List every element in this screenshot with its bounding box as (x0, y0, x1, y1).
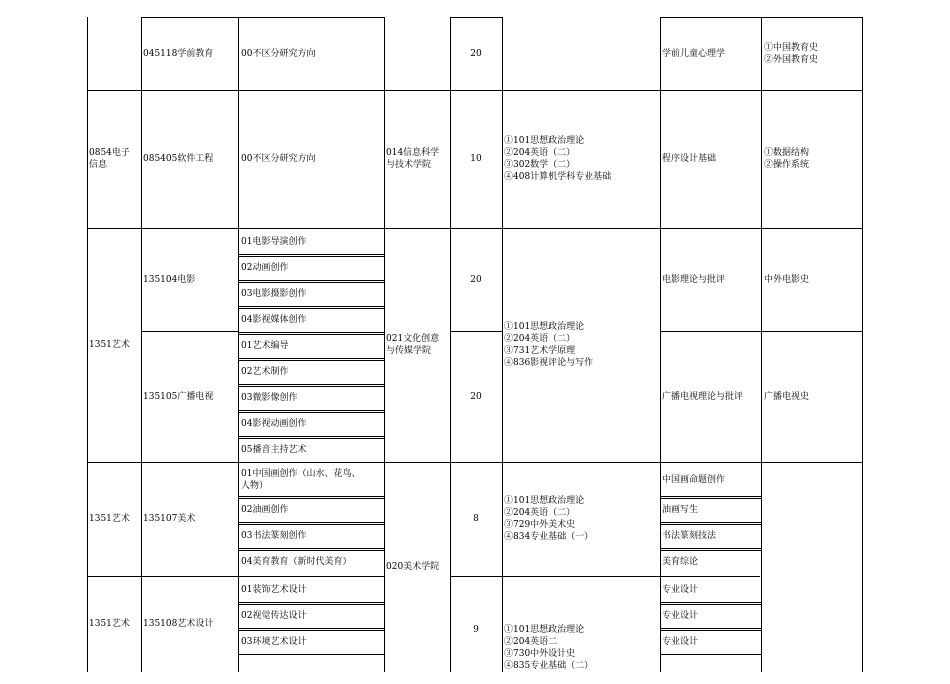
exam-software: ①101思想政治理论 ②204英语（二） ③302数学（二） ④408计算机学科专业基础 (504, 136, 612, 182)
grid-line (660, 550, 761, 551)
grid-line (141, 17, 384, 18)
grid-line (239, 282, 384, 283)
grid-line (384, 17, 385, 672)
grid-line (660, 17, 863, 18)
grid-line (141, 331, 238, 332)
grid-line (239, 438, 384, 439)
retest-fineart-2: 油画写生 (662, 505, 699, 515)
grid-line (450, 576, 760, 577)
direction-fineart-4: 04美育教育（新时代美育） (241, 557, 352, 567)
grid-line (660, 630, 761, 631)
direction-fineart-2: 02油画创作 (241, 505, 289, 515)
retest-tv: 广播电视理论与批评 (662, 391, 744, 402)
category-design: 1351艺术 (89, 619, 130, 629)
college-software: 014信息科学 与技术学院 (386, 148, 440, 170)
exam-fineart: ①101思想政治理论 ②204英语（二） ③729中外美术史 ④834专业基础（一） (504, 496, 594, 542)
college-fineart: 020美术学院 (386, 562, 440, 572)
grid-line (239, 604, 384, 605)
major-tv: 135105广播电视 (143, 391, 214, 402)
quota-design: 9 (473, 625, 479, 635)
retest-design-2: 专业设计 (662, 611, 699, 621)
grid-line (660, 602, 761, 603)
grid-line (761, 17, 762, 672)
grid-line (660, 496, 761, 497)
grid-line (660, 524, 761, 525)
category-fineart: 1351艺术 (89, 514, 130, 524)
grid-line (862, 17, 863, 672)
direction-fineart-3: 03书法篆刻创作 (241, 531, 307, 541)
grid-line (450, 17, 502, 18)
direction-tv-5: 05播音主持艺术 (241, 445, 307, 455)
quota-preschool: 20 (470, 48, 482, 59)
grid-line (87, 17, 88, 672)
retest-fineart-4: 美育综论 (662, 557, 699, 567)
exam-design: ①101思想政治理论 ②204英语二 ③730中外设计史 ④835专业基础（二） (504, 625, 594, 671)
direction-tv-4: 04影视动画创作 (241, 419, 307, 429)
grid-line (87, 576, 384, 577)
grid-line (239, 358, 384, 359)
grid-line (660, 498, 761, 499)
grid-line (239, 386, 384, 387)
extra-software: ①数据结构 ②操作系统 (764, 148, 810, 170)
quota-film: 20 (470, 274, 482, 285)
grid-line (87, 228, 863, 229)
grid-line (239, 602, 384, 603)
grid-line (239, 306, 384, 307)
grid-line (239, 654, 384, 655)
grid-line (450, 331, 502, 332)
major-fineart: 135107美术 (143, 514, 196, 524)
major-film: 135104电影 (143, 274, 196, 285)
grid-line (239, 630, 384, 631)
direction-design-1: 01装饰艺术设计 (241, 585, 307, 595)
retest-software: 程序设计基础 (662, 154, 717, 164)
grid-line (239, 548, 384, 549)
major-preschool: 045118学前教育 (143, 48, 214, 59)
retest-design-3: 专业设计 (662, 637, 699, 647)
grid-line (239, 498, 384, 499)
grid-line (87, 462, 863, 463)
grid-line (239, 360, 384, 361)
grid-line (660, 604, 761, 605)
direction-design-3: 03环境艺术设计 (241, 637, 307, 647)
grid-line (239, 628, 384, 629)
grid-line (239, 524, 384, 525)
grid-line (238, 17, 239, 672)
grid-line (239, 436, 384, 437)
grid-line (239, 256, 384, 257)
direction-film-2: 02动画创作 (241, 263, 289, 273)
direction-tv-2: 02艺术制作 (241, 367, 289, 377)
category-software: 0854电子 信息 (89, 148, 130, 170)
grid-line (660, 17, 661, 672)
grid-line (239, 550, 384, 551)
direction-preschool: 00不区分研究方向 (241, 48, 316, 59)
grid-line (239, 496, 384, 497)
grid-line (660, 548, 761, 549)
grid-line (239, 308, 384, 309)
grid-line (239, 332, 384, 333)
grid-line (239, 412, 384, 413)
quota-software: 10 (470, 154, 482, 164)
direction-film-4: 04影视媒体创作 (241, 315, 307, 325)
direction-design-2: 02视觉传达设计 (241, 611, 307, 621)
major-software: 085405软件工程 (143, 154, 214, 164)
grid-line (239, 384, 384, 385)
quota-tv: 20 (470, 391, 482, 402)
category-art: 1351艺术 (89, 340, 130, 350)
grid-line (239, 522, 384, 523)
grid-line (660, 522, 761, 523)
retest-film: 电影理论与批评 (662, 274, 726, 285)
direction-fineart-1: 01中国画创作（山水、花鸟、 人物） (241, 469, 361, 491)
direction-film-1: 01电影导演创作 (241, 237, 307, 247)
retest-fineart-3: 书法篆刻技法 (662, 531, 717, 541)
retest-design-1: 专业设计 (662, 585, 699, 595)
direction-tv-1: 01艺术编导 (241, 341, 289, 351)
exam-art: ①101思想政治理论 ②204英语（二） ③731艺术学原理 ④836影视评论与写作 (504, 322, 594, 368)
retest-preschool: 学前儿童心理学 (662, 48, 726, 59)
grid-line (87, 90, 863, 91)
retest-fineart-1: 中国画命题创作 (662, 475, 726, 485)
grid-line (239, 280, 384, 281)
direction-film-3: 03电影摄影创作 (241, 289, 307, 299)
extra-film: 中外电影史 (764, 274, 810, 285)
grid-line (660, 654, 761, 655)
extra-preschool: ①中国教育史 ②外国教育史 (764, 42, 819, 65)
grid-line (239, 410, 384, 411)
grid-line (239, 334, 384, 335)
extra-tv: 广播电视史 (764, 391, 810, 402)
grid-line (660, 331, 863, 332)
major-design: 135108艺术设计 (143, 619, 214, 629)
grid-line (660, 628, 761, 629)
grid-line (141, 17, 142, 672)
college-art: 021文化创意 与传媒学院 (386, 334, 440, 356)
grid-line (502, 17, 503, 672)
quota-fineart: 8 (473, 514, 479, 524)
direction-tv-3: 03微影像创作 (241, 393, 298, 403)
direction-software: 00不区分研究方向 (241, 154, 316, 164)
grid-line (239, 254, 384, 255)
grid-line (450, 17, 451, 672)
